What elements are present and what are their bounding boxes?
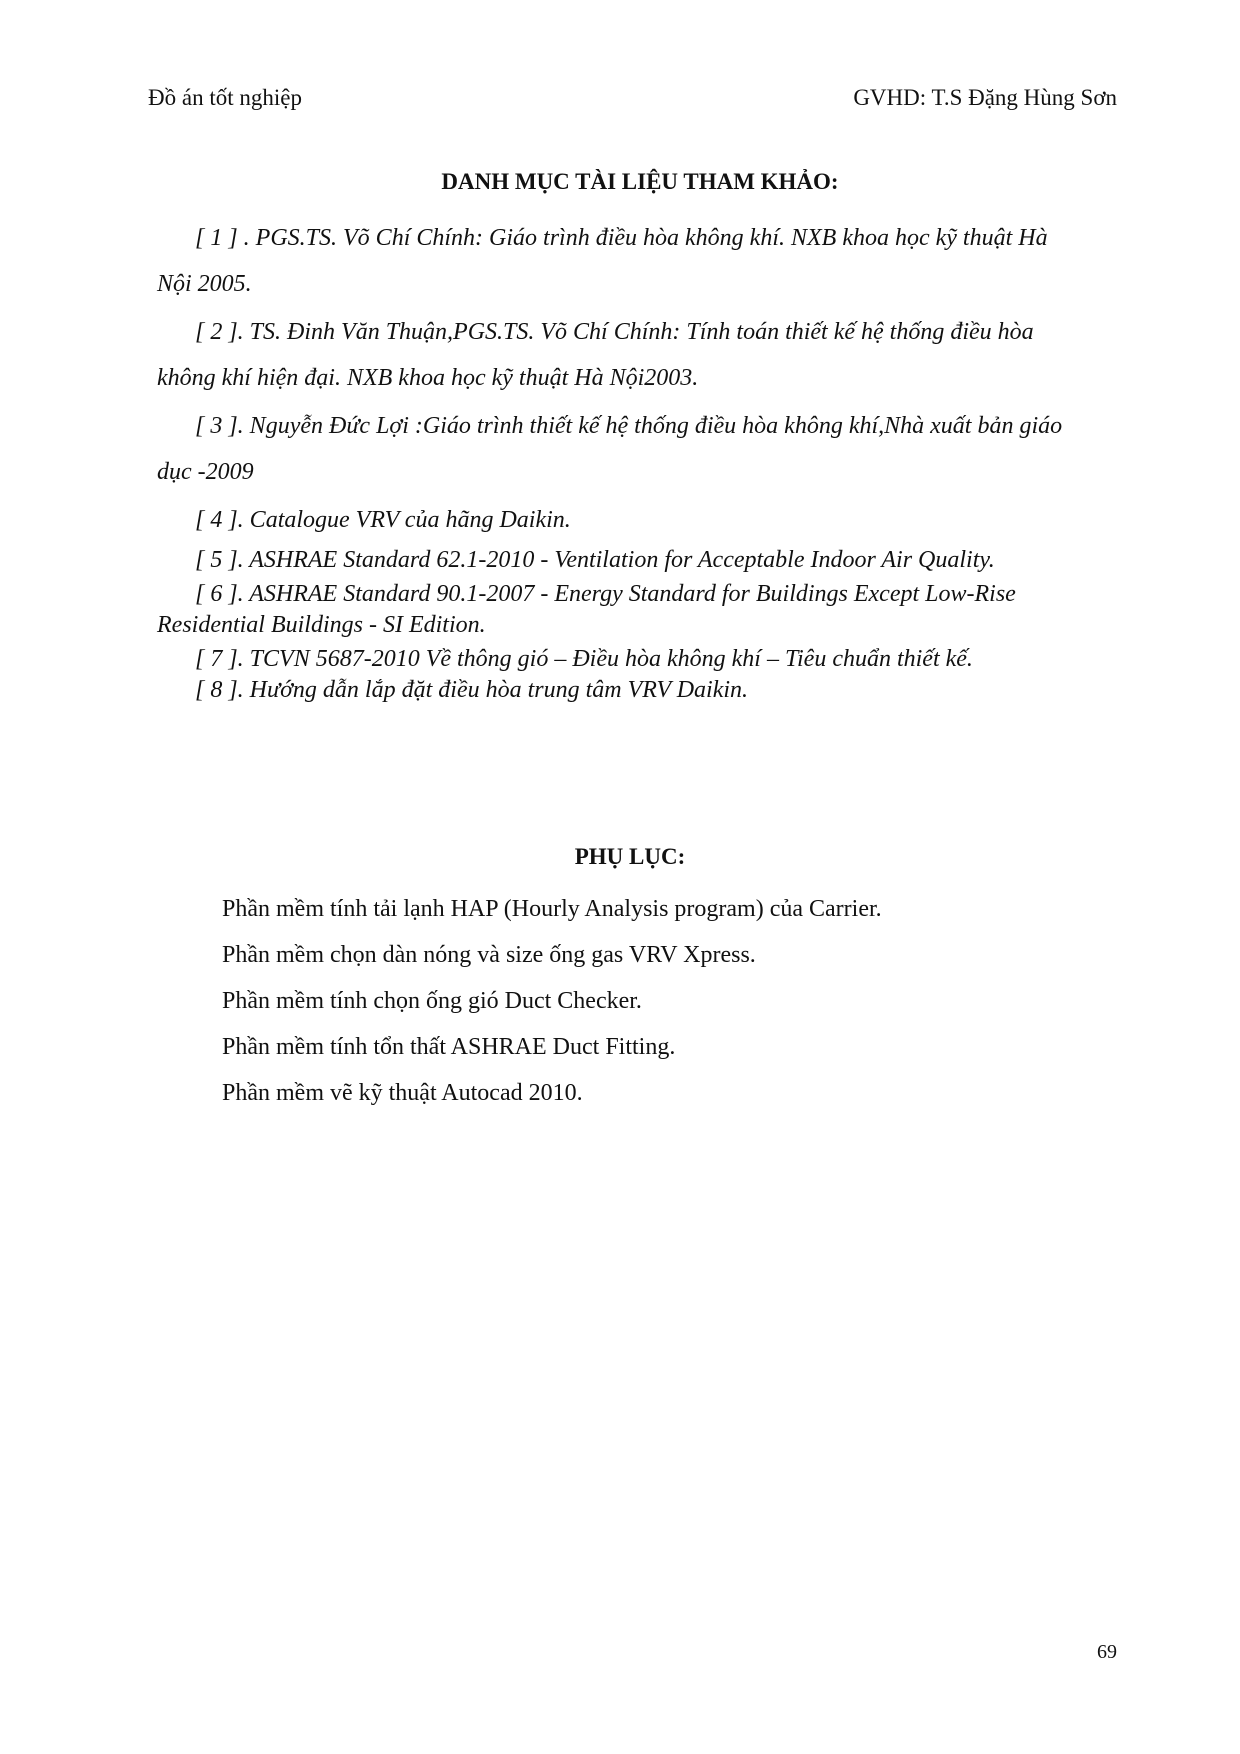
reference-item: [ 1 ] . PGS.TS. Võ Chí Chính: Giáo trình điều hòa không khí. NXB khoa học kỹ thuật Hà Nội 2005. xyxy=(157,225,1048,297)
page-number: 69 xyxy=(1097,1641,1117,1663)
appendix-item: Phần mềm vẽ kỹ thuật Autocad 2010. xyxy=(222,1080,583,1106)
reference-item: [ 7 ]. TCVN 5687-2010 Về thông gió – Điều hòa không khí – Tiêu chuẩn thiết kế. xyxy=(195,646,973,672)
reference-item: [ 2 ]. TS. Đinh Văn Thuận,PGS.TS. Võ Chí Chính: Tính toán thiết kế hệ thống điều hòa không khí hiện đại. NXB khoa học kỹ thuật Hà Nội2003. xyxy=(157,319,1034,391)
reference-item: [ 3 ]. Nguyễn Đức Lợi :Giáo trình thiết kế hệ thống điều hòa không khí,Nhà xuất bản giáo dục -2009 xyxy=(157,413,1063,485)
references-title: DANH MỤC TÀI LIỆU THAM KHẢO: xyxy=(441,169,839,194)
reference-item: [ 8 ]. Hướng dẫn lắp đặt điều hòa trung tâm VRV Daikin. xyxy=(195,677,749,703)
reference-list xyxy=(157,215,1087,706)
reference-item: [ 5 ]. ASHRAE Standard 62.1-2010 - Ventilation for Acceptable Indoor Air Quality. xyxy=(195,547,995,573)
appendix-item: Phần mềm tính tổn thất ASHRAE Duct Fitting. xyxy=(222,1034,676,1060)
appendix-item: Phần mềm tính tải lạnh HAP (Hourly Analysis program) của Carrier. xyxy=(222,896,882,922)
appendix-item: Phần mềm chọn dàn nóng và size ống gas VRV Xpress. xyxy=(222,942,756,968)
appendix-item: Phần mềm tính chọn ống gió Duct Checker. xyxy=(222,988,642,1014)
reference-item: [ 4 ]. Catalogue VRV của hãng Daikin. xyxy=(195,507,571,533)
header-left: Đồ án tốt nghiệp xyxy=(148,85,302,110)
appendix-list xyxy=(222,886,882,1116)
appendix-title: PHỤ LỤC: xyxy=(574,844,686,869)
header-right: GVHD: T.S Đặng Hùng Sơn xyxy=(853,85,1117,110)
reference-item: [ 6 ]. ASHRAE Standard 90.1-2007 - Energy Standard for Buildings Except Low-Rise Residential Buildings - SI Edition. xyxy=(157,581,1016,638)
